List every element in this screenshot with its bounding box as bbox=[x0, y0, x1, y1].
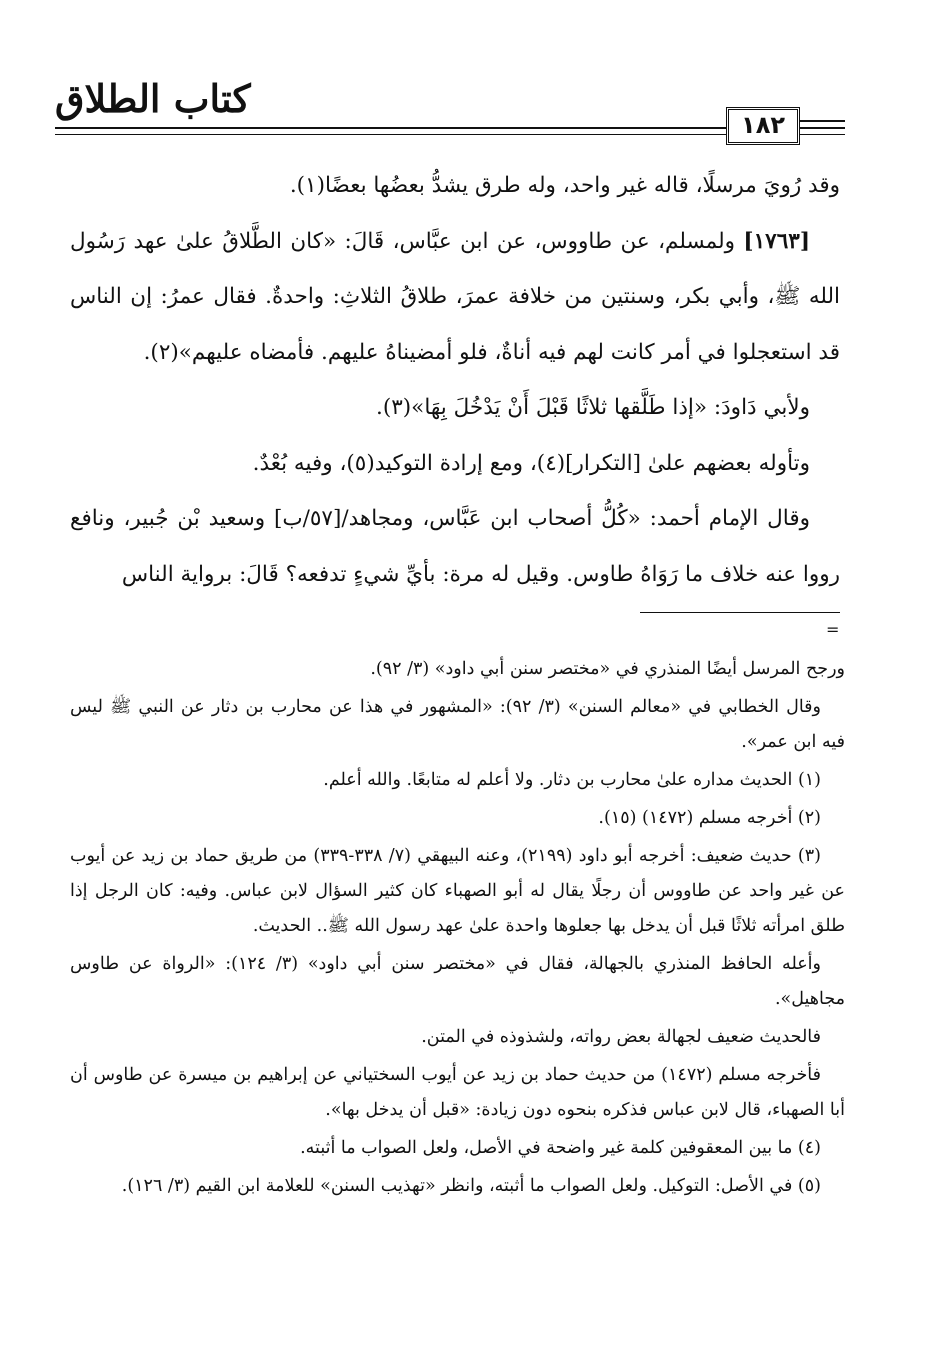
hadith-number: [١٧٦٣] bbox=[743, 228, 810, 254]
page-number: ١٨٢ bbox=[726, 107, 800, 145]
hadith-text: ولمسلم، عن طاووس، عن ابن عبَّاس، قَالَ: «كان الطَّلاقُ علىٰ عهد رَسُول الله ﷺ، وأبي بكر، وسنتين من خلافة عمرَ، طلاقُ الثلاثِ: واحدةٌ. فقال عمرُ: إن الناس قد استعجلوا في أمر كانت لهم فيه أناةٌ، فلو أمضيناهُ عليهم. فأمضاه عليهم»(٢). bbox=[70, 228, 840, 365]
footnote: فالحديث ضعيف لجهالة بعض رواته، ولشذوذه في المتن. bbox=[421, 1027, 821, 1047]
footnote: (٥) في الأصل: التوكيل. ولعل الصواب ما أثبته، وانظر «تهذيب السنن» للعلامة ابن القيم (٣/ ١٢٦). bbox=[121, 1176, 821, 1196]
footnote: وقال الخطابي في «معالم السنن» (٣/ ٩٢): «المشهور في هذا عن محارب بن دثار عن النبي ﷺ ليس فيه ابن عمر». bbox=[70, 697, 845, 752]
paragraph: وقد رُويَ مرسلًا، قاله غير واحد، وله طرق يشدُّ بعضُها بعضًا(١). bbox=[289, 173, 840, 198]
paragraph: وقال الإمام أحمد: «كُلُّ أصحاب ابن عَبَّاس، ومجاهد/[٥٧/ب] وسعيد بْن جُبير، ونافع رووا عنه خلاف ما رَوَاهُ طاوس. وقيل له مرة: بأيِّ شيءٍ تدفعه؟ قَالَ: برواية الناس bbox=[70, 506, 840, 587]
footnote-separator bbox=[640, 612, 840, 613]
main-text bbox=[70, 158, 840, 602]
footnote: (٢) أخرجه مسلم (١٤٧٢) (١٥). bbox=[598, 808, 821, 828]
footnote: (١) الحديث مداره علىٰ محارب بن دثار. ولا أعلم له متابعًا. والله أعلم. bbox=[323, 770, 821, 790]
book-title: كتاب الطلاق bbox=[55, 76, 251, 121]
footnote: (٤) ما بين المعقوفين كلمة غير واضحة في الأصل، ولعل الصواب ما أثبته. bbox=[300, 1138, 821, 1158]
paragraph: وتأوله بعضهم علىٰ [التكرار](٤)، ومع إرادة التوكيد(٥)، وفيه بُعْدٌ. bbox=[252, 450, 810, 476]
header-rule-right bbox=[797, 120, 845, 122]
paragraph: ولأبي دَاودَ: «إذا طَلَّقها ثلاثًا قَبْلَ أَنْ يَدْخُلَ بِهَا»(٣). bbox=[376, 395, 810, 420]
footnote-continuation-marker: = bbox=[826, 620, 840, 639]
footnote: ورجح المرسل أيضًا المنذري في «مختصر سنن أبي داود» (٣/ ٩٢). bbox=[370, 659, 845, 679]
page-header bbox=[55, 70, 845, 150]
footnotes bbox=[70, 652, 845, 1207]
hadith-paragraph bbox=[70, 214, 840, 381]
footnote: وأعله الحافظ المنذري بالجهالة، فقال في «مختصر سنن أبي داود» (٣/ ١٢٤): «الرواة عن طاوس مجاهيل». bbox=[70, 954, 845, 1009]
footnote: فأخرجه مسلم (١٤٧٢) من حديث حماد بن زيد عن أيوب السختياني عن إبراهيم بن ميسرة عن طاوس أن أبا الصهباء، قال لابن عباس فذكره بنحوه دون زيادة: «قبل أن يدخل بها». bbox=[70, 1065, 845, 1120]
footnote: (٣) حديث ضعيف: أخرجه أبو داود (٢١٩٩)، وعنه البيهقي (٧/ ٣٣٨-٣٣٩) من طريق حماد بن زيد عن أيوب عن غير واحد عن طاووس أن رجلًا يقال له أبو الصهباء كان كثير السؤال لابن عباس. وفيه: كان الرجل إذا طلق امرأته ثلاثًا قبل أن يدخل بها جعلوها واحدة علىٰ عهد رسول الله ﷺ.. الحديث. bbox=[70, 846, 845, 936]
